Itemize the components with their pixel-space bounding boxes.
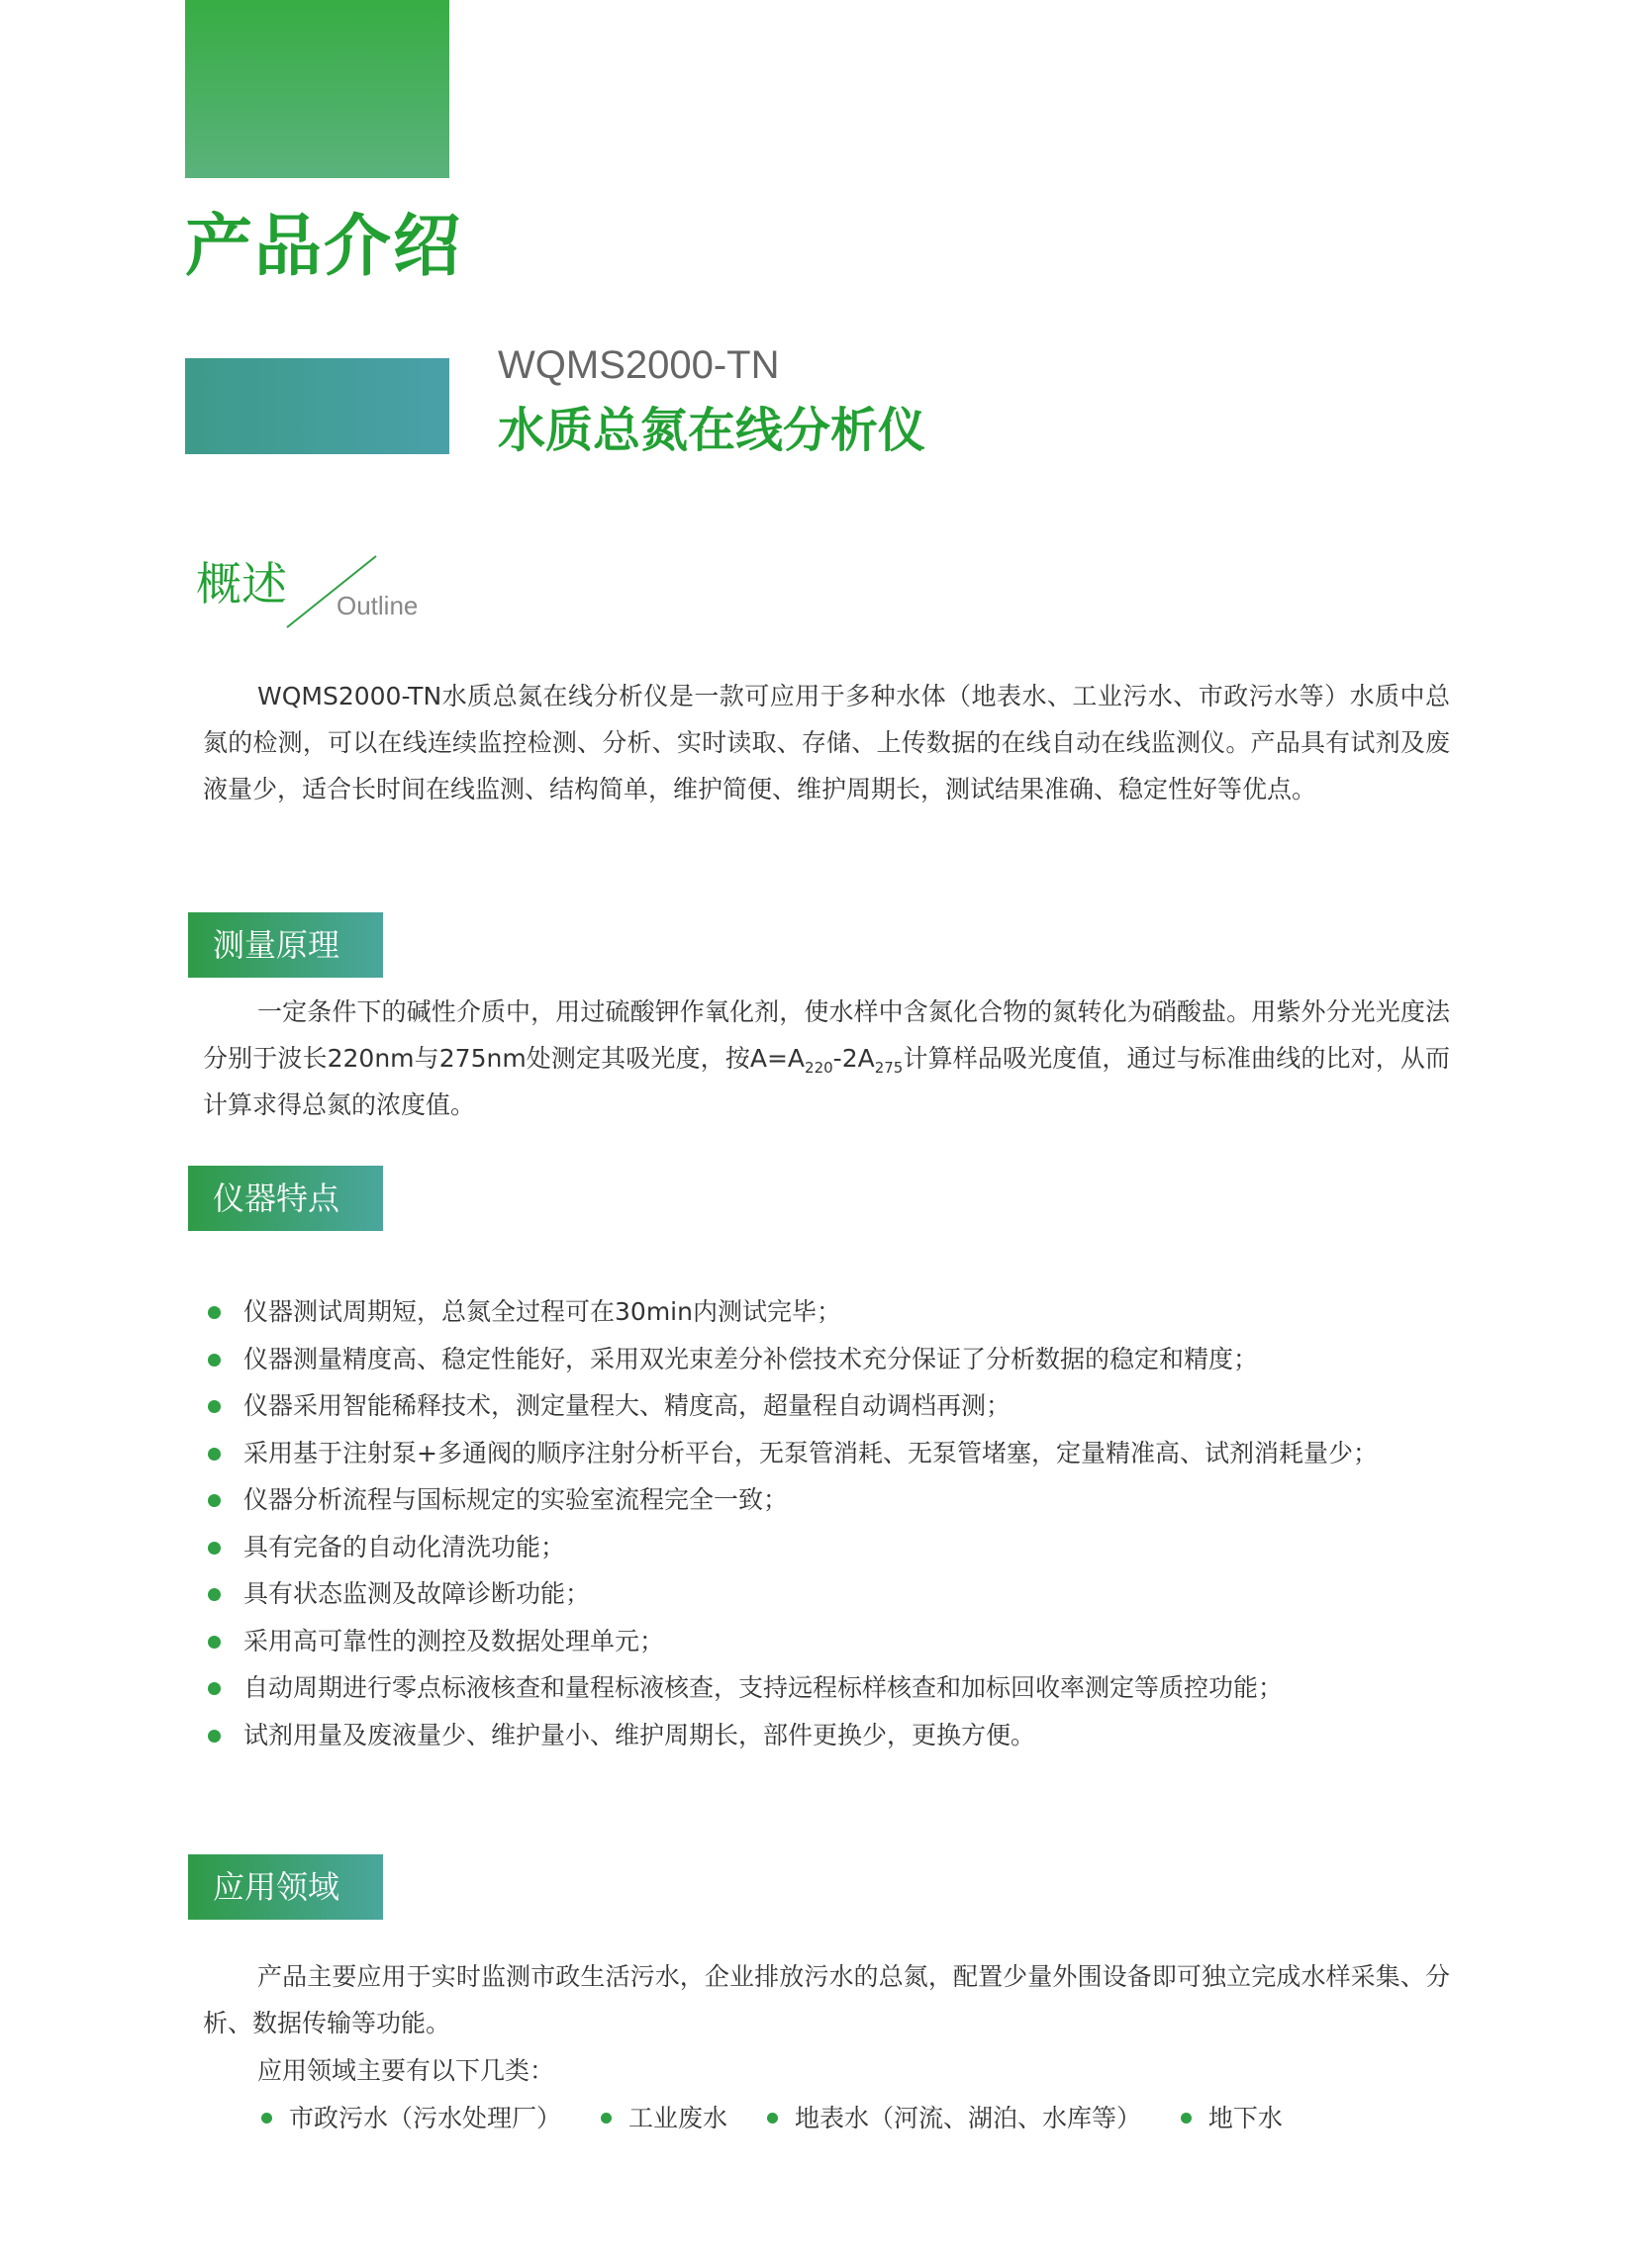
feature-text: 仪器采用智能稀释技术，测定量程大、精度高，超量程自动调档再测； [243, 1391, 1012, 1420]
bullet-dot-icon [208, 1494, 221, 1507]
application-intro: 应用领域主要有以下几类： [257, 2056, 555, 2085]
feature-text: 仪器测量精度高、稳定性能好，采用双光束差分补偿技术充分保证了分析数据的稳定和精度； [243, 1344, 1259, 1373]
list-item [206, 1382, 1493, 1430]
product-decor-block [185, 358, 449, 454]
list-item [206, 1430, 1493, 1477]
application-paragraph: 产品主要应用于实时监测市政生活污水，企业排放污水的总氮，配置少量外围设备即可独立完成水样采集、分析、数据传输等功能。 [203, 1962, 1450, 2037]
outline-heading: 概述 [196, 557, 287, 611]
list-item [206, 1664, 1493, 1712]
list-item [206, 1288, 1493, 1336]
principle-text-3: 计算样品吸光度值，通过与标准曲线的比对，从而计算求得总氮的浓度值。 [203, 1044, 1450, 1119]
field-text: 地下水 [1207, 2104, 1283, 2132]
header-decor-block [185, 0, 449, 178]
principle-text-2: -2A [832, 1044, 875, 1073]
page-title: 产品介绍 [185, 208, 463, 286]
bullet-dot-icon [208, 1400, 221, 1413]
bullet-dot-icon [1181, 2113, 1192, 2124]
product-model: WQMS2000-TN [498, 343, 780, 387]
list-item [206, 1570, 1493, 1618]
list-item [206, 1524, 1493, 1571]
outline-heading-en: Outline [337, 591, 419, 620]
list-item [206, 1712, 1493, 1759]
field-text: 地表水（河流、湖泊、水库等） [794, 2104, 1141, 2132]
bullet-dot-icon [208, 1682, 221, 1695]
bullet-dot-icon [601, 2113, 612, 2124]
principle-sub-220: 220 [805, 1059, 833, 1077]
feature-text: 仪器分析流程与国标规定的实验室流程完全一致； [243, 1485, 789, 1514]
bullet-dot-icon [767, 2113, 778, 2124]
application-field-item [765, 2095, 1141, 2141]
feature-text: 仪器测试周期短，总氮全过程可在30min内测试完毕； [243, 1297, 841, 1326]
list-item [206, 1476, 1493, 1524]
feature-text: 具有状态监测及故障诊断功能； [243, 1579, 591, 1608]
outline-paragraph: WQMS2000-TN水质总氮在线分析仪是一款可应用于多种水体（地表水、工业污水、市政污水等）水质中总氮的检测，可以在线连续监控检测、分析、实时读取、存储、上传数据的在线自动在线监测仪。产品具有试剂及废液量少，适合长时间在线监测、结构简单，维护简便、维护周期长，测试结果准确、稳定性好等优点。 [203, 682, 1450, 803]
bullet-dot-icon [261, 2113, 272, 2124]
feature-text: 自动周期进行零点标液核查和量程标液核查，支持远程标样核查和加标回收率测定等质控功能； [243, 1673, 1284, 1702]
bullet-dot-icon [208, 1354, 221, 1367]
feature-text: 采用基于注射泵+多通阀的顺序注射分析平台，无泵管消耗、无泵管堵塞，定量精准高、试剂消耗量少； [243, 1438, 1378, 1467]
principle-sub-275: 275 [874, 1059, 904, 1077]
feature-text: 具有完备的自动化清洗功能； [243, 1532, 566, 1561]
field-text: 市政污水（污水处理厂） [289, 2104, 562, 2132]
application-section-tag: 应用领域 [188, 1854, 383, 1920]
bullet-dot-icon [208, 1448, 221, 1461]
field-text: 工业废水 [627, 2104, 727, 2132]
application-fields [259, 2095, 1312, 2141]
application-field-item [259, 2095, 561, 2141]
list-item [206, 1618, 1493, 1665]
principle-text-1: 一定条件下的碱性介质中，用过硫酸钾作氧化剂，使水样中含氮化合物的氮转化为硝酸盐。用紫外分光光度法分别于波长220nm与275nm处测定其吸光度，按A=A [203, 997, 1450, 1073]
feature-text: 采用高可靠性的测控及数据处理单元； [243, 1626, 665, 1655]
list-item [206, 1336, 1493, 1383]
application-field-item [599, 2095, 727, 2141]
bullet-dot-icon [208, 1306, 221, 1319]
bullet-dot-icon [208, 1730, 221, 1743]
feature-text: 试剂用量及废液量少、维护量小、维护周期长，部件更换少，更换方便。 [243, 1720, 1036, 1749]
bullet-dot-icon [208, 1636, 221, 1649]
principle-section-tag: 测量原理 [188, 912, 383, 978]
principle-paragraph [203, 989, 1450, 1128]
application-field-item [1179, 2095, 1283, 2141]
product-name: 水质总氮在线分析仪 [498, 403, 926, 458]
features-list [206, 1288, 1493, 1758]
features-section-tag: 仪器特点 [188, 1166, 383, 1231]
bullet-dot-icon [208, 1588, 221, 1601]
bullet-dot-icon [208, 1542, 221, 1555]
